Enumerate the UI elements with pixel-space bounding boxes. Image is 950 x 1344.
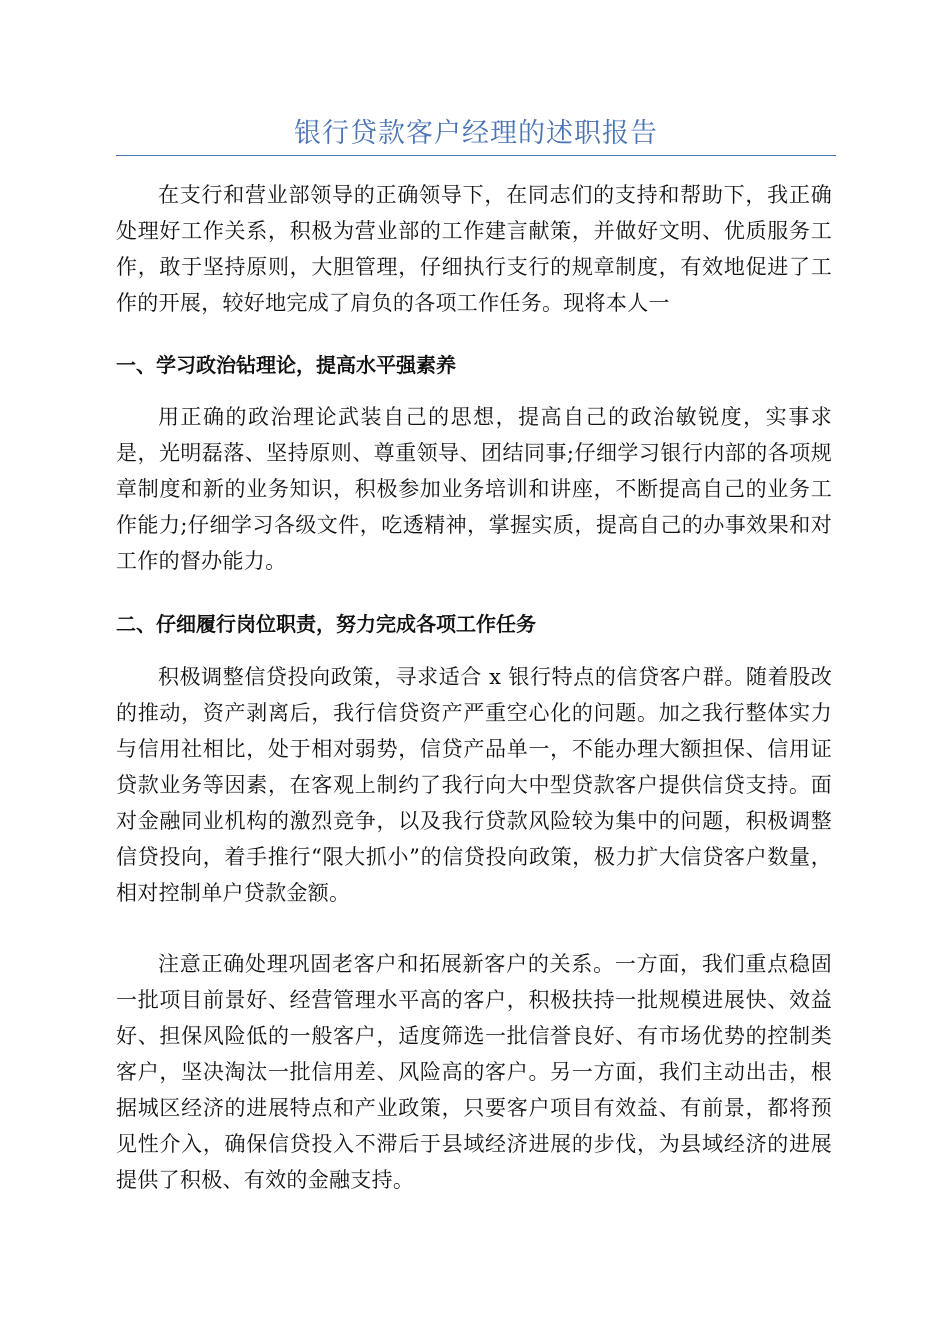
title-underline <box>116 155 836 156</box>
document-title: 银行贷款客户经理的述职报告 <box>294 118 658 149</box>
section-1-heading: 一、学习政治钻理论，提高水平强素养 <box>116 353 456 377</box>
section-2-paragraph-1: 积极调整信贷投向政策，寻求适合 x 银行特点的信贷客户群。随着股改的推动，资产剥离后，我行信贷资产严重空心化的问题。加之我行整体实力与信用社相比，处于相对弱势，信贷产品单一，不能办理大额担保、信用证贷款业务等因素，在客观上制约了我行向大中型贷款客户提供信贷支持。面对金融同业机构的激烈竞争，以及我行贷款风险较为集中的问题，积极调整信贷投向，着手推行“限大抓小”的信贷投向政策，极力扩大信贷客户数量，相对控制单户贷款金额。 <box>116 665 832 905</box>
section-2-heading: 二、仔细履行岗位职责，努力完成各项工作任务 <box>116 612 536 636</box>
section-2-paragraph-2: 注意正确处理巩固老客户和拓展新客户的关系。一方面，我们重点稳固一批项目前景好、经营管理水平高的客户，积极扶持一批规模进展快、效益好、担保风险低的一般客户，适度筛选一批信誉良好、有市场优势的控制类客户，坚决淘汰一批信用差、风险高的客户。另一方面，我们主动出击，根据城区经济的进展特点和产业政策，只要客户项目有效益、有前景，都将预见性介入，确保信贷投入不滞后于县域经济进展的步伐，为县域经济的进展提供了积极、有效的金融支持。 <box>116 952 832 1192</box>
section-1-paragraph: 用正确的政治理论武装自己的思想，提高自己的政治敏锐度，实事求是，光明磊落、坚持原则、尊重领导、团结同事;仔细学习银行内部的各项规章制度和新的业务知识，积极参加业务培训和讲座，不断提高自己的业务工作能力;仔细学习各级文件，吃透精神，掌握实质，提高自己的办事效果和对工作的督办能力。 <box>116 405 832 573</box>
intro-paragraph: 在支行和营业部领导的正确领导下，在同志们的支持和帮助下，我正确处理好工作关系，积极为营业部的工作建言献策，并做好文明、优质服务工作，敢于坚持原则，大胆管理，仔细执行支行的规章制度，有效地促进了工作的开展，较好地完成了肩负的各项工作任务。现将本人一 <box>116 183 832 315</box>
